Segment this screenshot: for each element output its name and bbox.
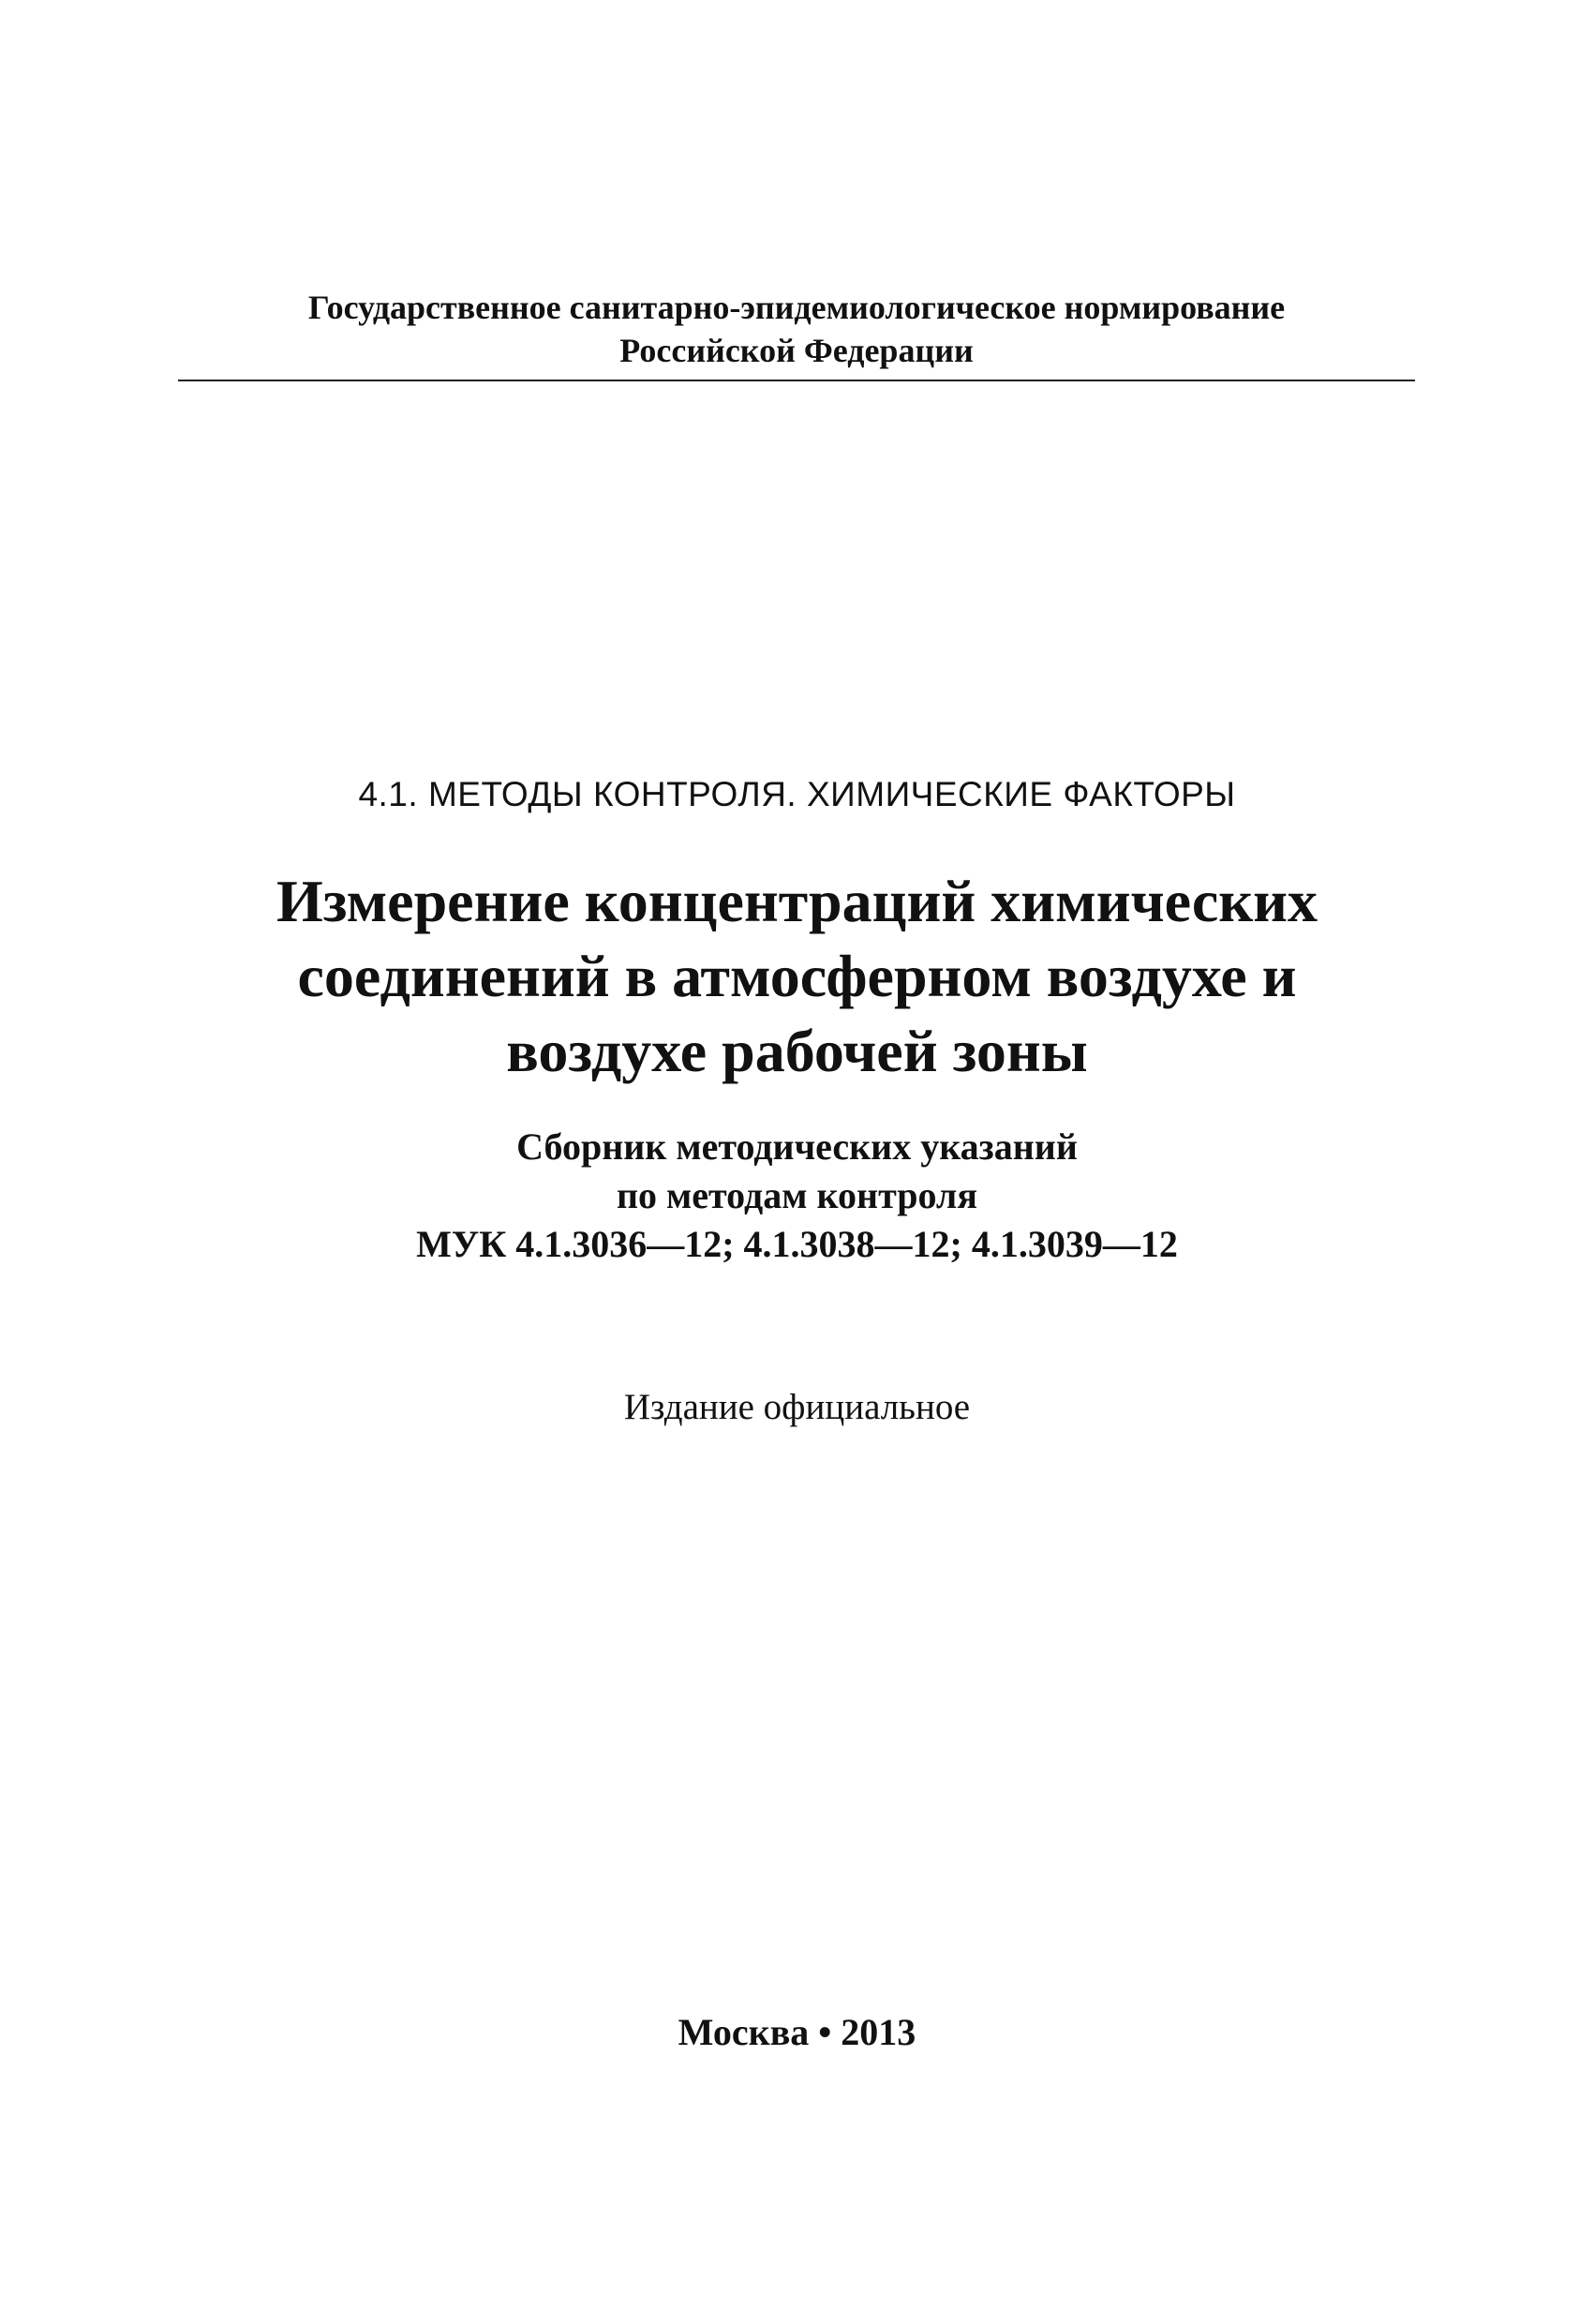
subtitle-line-2: по методам контроля [617,1174,977,1216]
document-title [141,864,1453,1089]
title-line-2: соединений в атмосферном воздухе и [297,943,1297,1009]
header-line-2: Российской Федерации [619,332,974,369]
imprint: Москва • 2013 [678,2011,916,2053]
document-subtitle [141,1123,1453,1269]
header-divider [178,380,1415,381]
subtitle-line-3: МУК 4.1.3036—12; 4.1.3038—12; 4.1.3039—12 [416,1223,1178,1265]
edition-note: Издание официальное [623,1387,971,1427]
title-line-3: воздухе рабочей зоны [506,1018,1088,1084]
header-line-1: Государственное санитарно-эпидемиологическое нормирование [307,289,1286,326]
series-title: 4.1. МЕТОДЫ КОНТРОЛЯ. ХИМИЧЕСКИЕ ФАКТОРЫ [358,775,1236,813]
subtitle-line-1: Сборник методических указаний [516,1125,1078,1168]
title-line-1: Измерение концентраций химических [276,868,1318,934]
publisher-header [178,286,1415,372]
